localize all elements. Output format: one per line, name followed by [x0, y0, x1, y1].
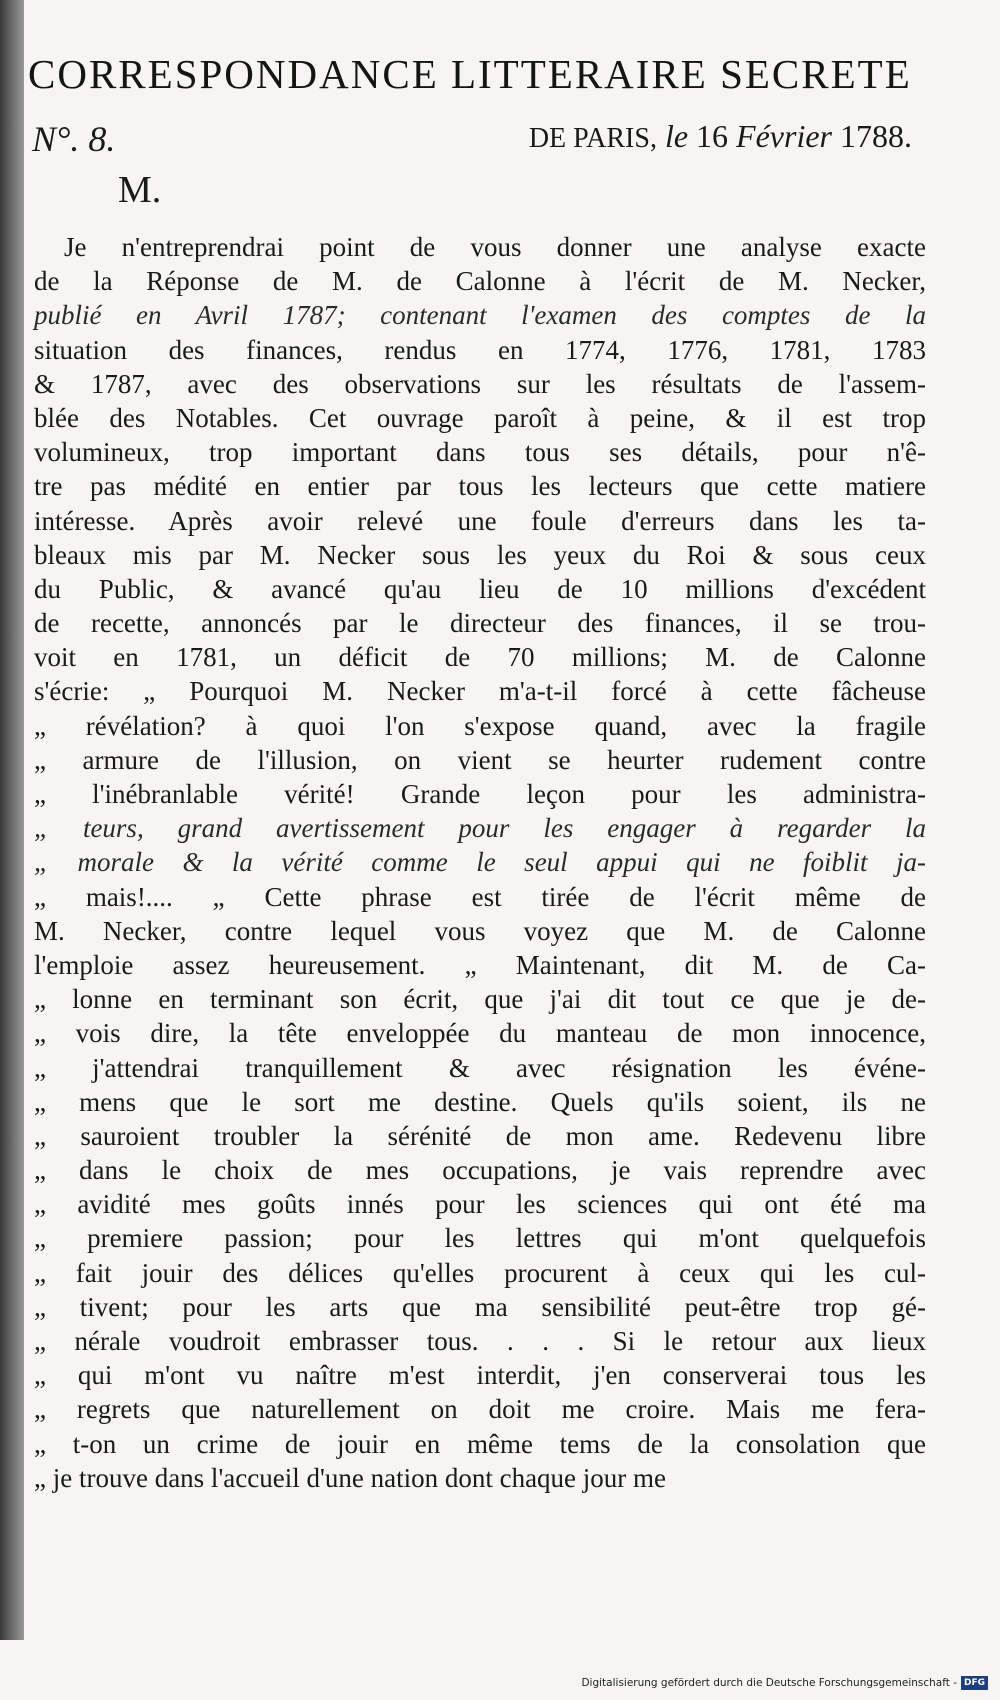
text-line: blée des Notables. Cet ouvrage paroît à peine, & il est trop	[34, 402, 926, 433]
masthead-title: CORRESPONDANCE LITTERAIRE SECRETE	[28, 51, 912, 97]
dateline-month: Février	[736, 118, 832, 154]
body-text	[34, 230, 926, 1495]
text-line: „ vois dire, la tête enveloppée du manteau de mon innocence,	[34, 1018, 926, 1049]
text-line: „ tivent; pour les arts que ma sensibilité peut-être trop gé-	[34, 1291, 926, 1322]
text-line: „ avidité mes goûts innés pour les sciences qui ont été ma	[34, 1189, 926, 1220]
text-line: s'écrie: „ Pourquoi M. Necker m'a-t-il forcé à cette fâcheuse	[34, 676, 926, 707]
text-line: „ sauroient troubler la sérénité de mon ame. Redevenu libre	[34, 1120, 926, 1151]
text-line: „ l'inébranlable vérité! Grande leçon pour les administra-	[34, 779, 926, 809]
text-line: „ dans le choix de mes occupations, je vais reprendre avec	[34, 1155, 926, 1186]
text-line: „ premiere passion; pour les lettres qui m'ont quelquefois	[34, 1223, 926, 1254]
dateline	[529, 118, 912, 155]
text-line: volumineux, trop important dans tous ses détails, pour n'ê-	[34, 437, 926, 468]
text-line: de recette, annoncés par le directeur des finances, il se trou-	[34, 608, 926, 639]
text-line: publié en Avril 1787; contenant l'examen des comptes de la	[34, 300, 926, 331]
dateline-year: 1788.	[840, 118, 912, 154]
text-line: voit en 1781, un déficit de 70 millions; M. de Calonne	[34, 642, 926, 673]
text-line: M. Necker, contre lequel vous voyez que M. de Calonne	[34, 915, 926, 946]
text-line: & 1787, avec des observations sur les résultats de l'assem-	[34, 368, 926, 399]
text-line: „ nérale voudroit embrasser tous. . . . Si le retour aux lieux	[34, 1326, 926, 1356]
salutation: M.	[118, 169, 162, 211]
text-line: „ je trouve dans l'accueil d'une nation dont chaque jour me	[34, 1462, 667, 1493]
issue-number: N°. 8.	[32, 119, 116, 159]
text-line: du Public, & avancé qu'au lieu de 10 millions d'excédent	[34, 573, 926, 604]
text-line: „ t-on un crime de jouir en même tems de la consolation que	[34, 1428, 926, 1459]
text-line: Je n'entreprendrai point de vous donner une analyse exacte	[64, 232, 926, 262]
dfg-logo: DFG	[961, 1676, 988, 1690]
text-line: intéresse. Après avoir relevé une foule d'erreurs dans les ta-	[34, 505, 926, 536]
text-line: l'emploie assez heureusement. „ Maintenant, dit M. de Ca-	[34, 949, 926, 980]
text-line: de la Réponse de M. de Calonne à l'écrit de M. Necker,	[34, 266, 926, 297]
digitization-credit	[581, 1676, 988, 1690]
text-line: „ armure de l'illusion, on vient se heurter rudement contre	[34, 744, 926, 775]
text-line: „ fait jouir des délices qu'elles procurent à ceux qui les cul-	[34, 1257, 926, 1288]
dateline-day: 16	[696, 118, 729, 154]
text-line: „ révélation? à quoi l'on s'expose quand, avec la fragile	[34, 710, 926, 741]
text-line: bleaux mis par M. Necker sous les yeux du Roi & sous ceux	[34, 539, 926, 570]
credit-text: Digitalisierung gefördert durch die Deutsche Forschungsgemeinschaft -	[581, 1677, 957, 1689]
text-line: situation des finances, rendus en 1774, 1776, 1781, 1783	[34, 334, 926, 365]
dateline-place: DE PARIS,	[528, 123, 657, 154]
text-line: tre pas médité en entier par tous les lecteurs que cette matiere	[34, 471, 926, 502]
binding-shadow	[0, 0, 24, 1640]
dateline-le: le	[664, 118, 689, 154]
text-line: „ regrets que naturellement on doit me croire. Mais me fera-	[34, 1394, 926, 1425]
text-line: „ qui m'ont vu naître m'est interdit, j'en conserverai tous les	[34, 1360, 926, 1391]
text-line: „ mens que le sort me destine. Quels qu'ils soient, ils ne	[34, 1086, 926, 1117]
text-line: „ lonne en terminant son écrit, que j'ai dit tout ce que je de-	[34, 984, 926, 1015]
text-line: „ teurs, grand avertissement pour les engager à regarder la	[34, 813, 926, 844]
text-line: „ j'attendrai tranquillement & avec résignation les événe-	[34, 1052, 926, 1083]
text-line: „ morale & la vérité comme le seul appui qui ne foiblit ja-	[34, 847, 926, 878]
text-line: „ mais!.... „ Cette phrase est tirée de l'écrit même de	[34, 881, 926, 912]
issue-line	[32, 118, 912, 164]
